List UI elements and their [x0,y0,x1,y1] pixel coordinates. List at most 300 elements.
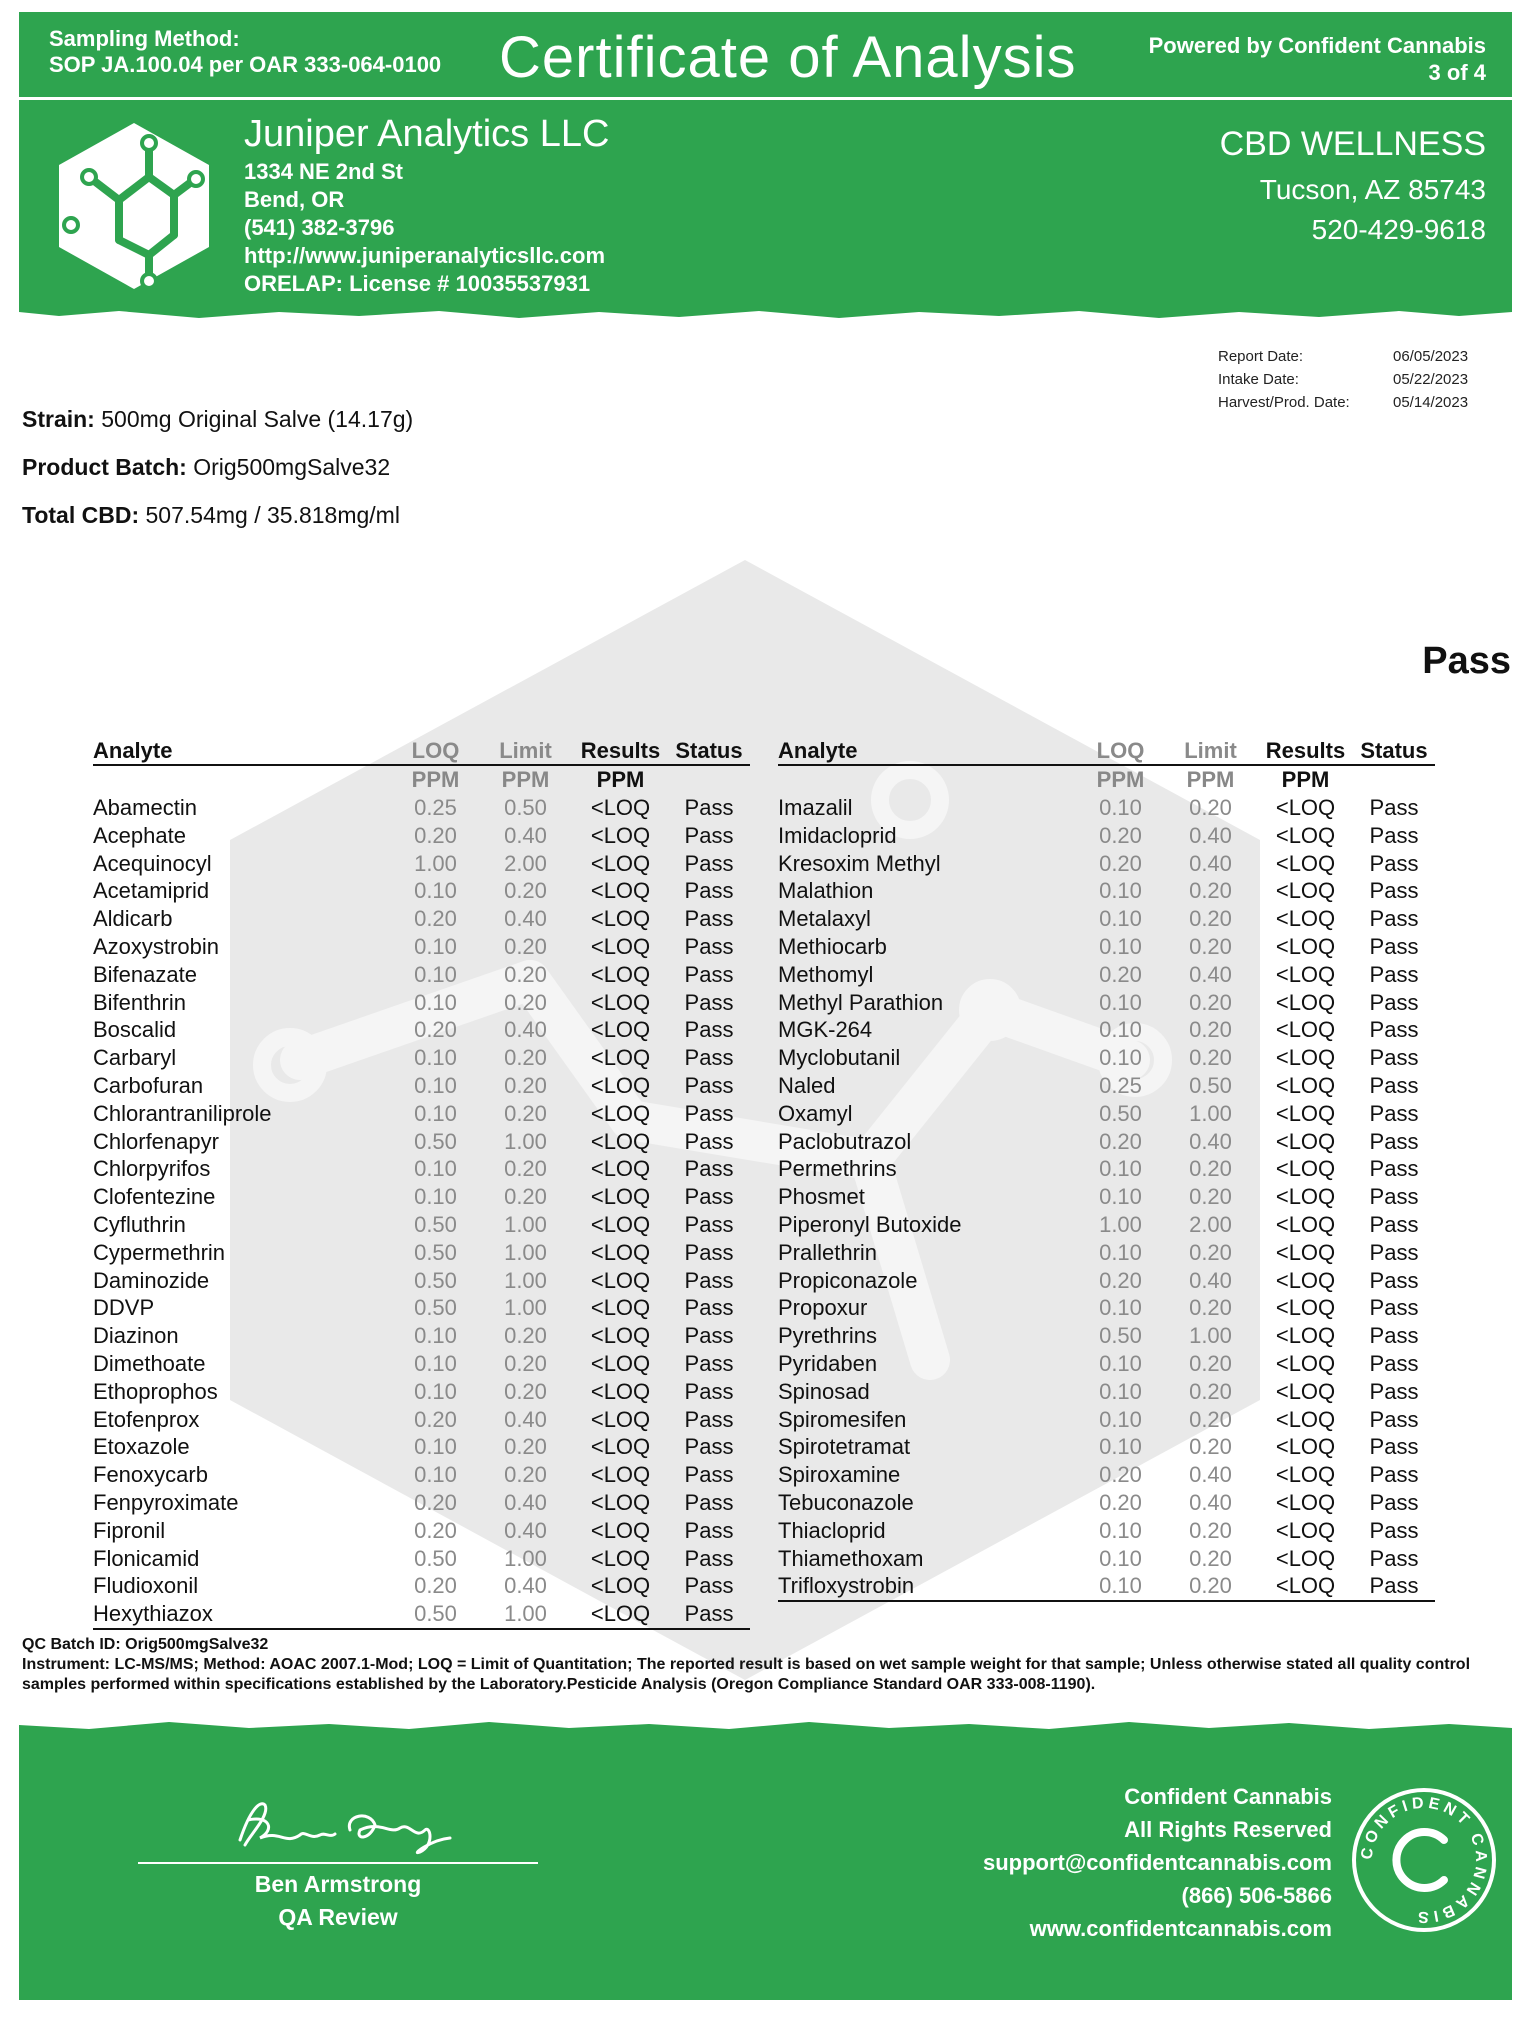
analyte-cell: Methiocarb [778,933,887,959]
limit-cell: 0.20 [504,1462,547,1488]
result-cell: <LOQ [1275,1128,1336,1154]
analyte-cell: Chlorantraniliprole [93,1100,272,1126]
header-band [19,100,1512,310]
seal-text: CONFIDENT CANNABIS [1358,1794,1490,1926]
status-cell: Pass [684,1128,734,1154]
result-cell: <LOQ [590,933,651,959]
analyte-cell: Fenpyroximate [93,1489,239,1515]
loq-cell: 0.50 [414,1239,457,1265]
analyte-cell: Pyridaben [778,1350,878,1376]
loq-header: LOQ [1078,738,1163,765]
loq-cell: 0.20 [414,1017,457,1043]
status-cell: Pass [1369,1295,1419,1321]
limit-cell: 0.20 [1189,989,1232,1015]
signature-line [138,1862,538,1864]
limit-cell: 0.20 [504,878,547,904]
table-row [778,877,1435,905]
loq-unit: PPM [411,767,460,793]
table-row [778,1489,1435,1517]
table-row [778,1211,1435,1239]
loq-cell: 0.10 [414,1100,457,1126]
analyte-cell: Etofenprox [93,1406,200,1432]
intake-date-row [1218,368,1468,391]
status-cell: Pass [684,961,734,987]
lab-website[interactable]: http://www.juniperanalyticsllc.com [244,243,606,268]
table-row [778,1267,1435,1295]
status-cell: Pass [1369,1239,1419,1265]
status-cell: Pass [1369,1267,1419,1293]
lab-address: 1334 NE 2nd St [244,159,403,184]
loq-cell: 0.10 [1099,1017,1142,1043]
table-row [778,1406,1435,1434]
analyte-cell: Prallethrin [778,1239,878,1265]
table-row [93,1294,750,1322]
analyte-cell: Fipronil [93,1517,166,1543]
reviewer [138,1868,538,1934]
limit-cell: 0.20 [1189,1545,1232,1571]
top-bar [19,12,1512,97]
result-cell: <LOQ [590,1517,651,1543]
limit-header: Limit [1163,738,1258,765]
table-row [93,961,750,989]
analyte-cell: Bifenazate [93,961,197,987]
loq-cell: 0.10 [1099,795,1142,820]
table-row [778,1044,1435,1072]
table-row [778,989,1435,1017]
limit-cell: 1.00 [504,1211,547,1237]
loq-cell: 0.10 [414,1072,457,1098]
status-cell: Pass [684,1323,734,1349]
analyte-cell: Etoxazole [93,1434,190,1460]
result-cell: <LOQ [590,1378,651,1404]
table-row [93,1239,750,1267]
batch-value: Orig500mgSalve32 [193,454,391,480]
loq-cell: 0.10 [1099,1434,1142,1460]
status-cell: Pass [1369,1323,1419,1349]
status-cell: Pass [1369,1156,1419,1182]
reviewer-name: Ben Armstrong [254,1871,422,1897]
status-cell: Pass [1369,1462,1419,1488]
table-row [778,1545,1435,1573]
table-row [93,1433,750,1461]
loq-cell: 0.10 [1078,1572,1163,1601]
result-cell: <LOQ [590,1545,651,1571]
product-info [22,395,413,539]
result-cell: <LOQ [590,1045,651,1071]
analyte-cell: Ethoprophos [93,1378,218,1404]
loq-cell: 0.10 [414,1045,457,1071]
analyte-cell: Piperonyl Butoxide [778,1211,962,1237]
result-cell: <LOQ [590,1350,651,1376]
table-row [93,1100,750,1128]
analyte-cell: Aldicarb [93,906,173,932]
table-row [93,1461,750,1489]
table-row [93,1517,750,1545]
status-cell: Pass [1369,1350,1419,1376]
status-header: Status [1353,738,1435,765]
result-cell: <LOQ [590,1489,651,1515]
result-cell: <LOQ [1275,1406,1336,1432]
status-cell: Pass [684,878,734,904]
table-row [778,1239,1435,1267]
loq-header: LOQ [393,738,478,765]
loq-cell: 0.10 [414,1323,457,1349]
date-value: 05/14/2023 [1393,394,1469,411]
result-cell: <LOQ [1275,878,1336,904]
status-cell: Pass [1369,961,1419,987]
table-row [778,1461,1435,1489]
table-row [93,989,750,1017]
table-row [93,1489,750,1517]
analyte-cell: Daminozide [93,1267,210,1293]
status-cell: Pass [684,1517,734,1543]
analyte-cell: Chlorpyrifos [93,1156,211,1182]
results-unit: PPM [1281,767,1330,793]
status-cell: Pass [684,1100,734,1126]
result-cell: <LOQ [1275,1378,1336,1404]
limit-cell: 1.00 [504,1239,547,1265]
method-notes [22,1635,1512,1695]
limit-cell: 0.20 [504,1350,547,1376]
cc-rights: All Rights Reserved [1124,1817,1332,1842]
limit-cell: 0.20 [1163,1572,1258,1601]
loq-cell: 0.50 [393,1600,478,1629]
loq-cell: 0.10 [1099,1378,1142,1404]
sampling-method [49,26,441,78]
status-cell: Pass [668,1600,750,1629]
status-cell: Pass [684,989,734,1015]
limit-cell: 0.40 [504,1573,547,1599]
reviewer-title: QA Review [278,1904,398,1930]
loq-cell: 0.10 [414,933,457,959]
analyte-cell: Propoxur [778,1295,868,1321]
table-row [778,933,1435,961]
table-row [93,1378,750,1406]
table-row [778,1433,1435,1461]
sampling-value: SOP JA.100.04 per OAR 333-064-0100 [49,52,442,77]
loq-cell: 0.10 [1099,1350,1142,1376]
analyte-cell: Acetamiprid [93,878,210,904]
analyte-cell: Phosmet [778,1184,865,1210]
status-cell: Pass [1369,1045,1419,1071]
results-body-left [93,765,750,1629]
result-cell: <LOQ [590,1100,651,1126]
powered-by [1149,32,1486,86]
results-header: Results [1258,738,1353,765]
status-cell: Pass [684,1072,734,1098]
loq-cell: 0.20 [1099,822,1142,848]
status-cell: Pass [684,1184,734,1210]
limit-cell: 0.40 [1189,1128,1232,1154]
loq-cell: 0.20 [1099,1489,1142,1515]
analyte-cell: Clofentezine [93,1184,216,1210]
analyte-cell: Chlorfenapyr [93,1128,219,1154]
result-cell: <LOQ [590,1462,651,1488]
limit-cell: 0.20 [1189,1045,1232,1071]
loq-cell: 0.10 [414,1462,457,1488]
limit-header: Limit [478,738,573,765]
loq-cell: 0.10 [1099,1545,1142,1571]
unit-spacer [1353,765,1435,794]
limit-cell: 0.20 [504,1434,547,1460]
date-label: Harvest/Prod. Date: [1218,394,1350,411]
loq-cell: 0.25 [414,795,457,820]
cbd-label: Total CBD: [22,502,140,528]
status-cell: Pass [684,1378,734,1404]
loq-cell: 0.10 [1099,1239,1142,1265]
limit-cell: 0.20 [1189,878,1232,904]
status-cell: Pass [1369,933,1419,959]
status-header: Status [668,738,750,765]
analyte-cell: Abamectin [93,795,197,820]
loq-cell: 0.10 [414,1156,457,1182]
loq-cell: 0.20 [1099,961,1142,987]
limit-cell: 0.40 [1189,961,1232,987]
loq-cell: 0.10 [1099,878,1142,904]
torn-edge [19,306,1512,320]
table-row [93,1016,750,1044]
status-cell: Pass [684,1045,734,1071]
status-cell: Pass [1369,1184,1419,1210]
analyte-cell: Imidacloprid [778,822,897,848]
loq-cell: 0.10 [1099,1184,1142,1210]
cc-name: Confident Cannabis [1124,1784,1332,1809]
table-row [93,1267,750,1295]
limit-cell: 0.20 [504,1156,547,1182]
analyte-cell: Paclobutrazol [778,1128,912,1154]
status-cell: Pass [1369,989,1419,1015]
loq-cell: 0.20 [1099,850,1142,876]
result-cell: <LOQ [1275,961,1336,987]
results-header: Results [573,738,668,765]
analyte-cell: Acephate [93,822,186,848]
cc-website[interactable]: www.confidentcannabis.com [1029,1916,1332,1941]
limit-cell: 0.40 [1189,1462,1232,1488]
table-row [93,1406,750,1434]
analyte-cell: Dimethoate [93,1350,206,1376]
table-row [93,1183,750,1211]
analyte-cell: Carbofuran [93,1072,204,1098]
loq-cell: 0.20 [414,822,457,848]
limit-cell: 1.00 [1189,1100,1232,1126]
status-cell: Pass [1369,1406,1419,1432]
status-cell: Pass [1369,878,1419,904]
status-cell: Pass [1369,1072,1419,1098]
analyte-cell: Fludioxonil [93,1573,199,1599]
batch-label: Product Batch: [22,454,187,480]
loq-cell: 0.50 [414,1295,457,1321]
table-row [93,1128,750,1156]
status-cell: Pass [684,795,734,820]
status-cell: Pass [1369,1378,1419,1404]
result-cell: <LOQ [590,1406,651,1432]
lab-phone: (541) 382-3796 [244,215,395,240]
table-row [778,1572,1435,1601]
analyte-cell: Acequinocyl [93,850,212,876]
limit-cell: 1.00 [504,1267,547,1293]
date-label: Intake Date: [1218,371,1299,388]
result-cell: <LOQ [1258,1572,1353,1601]
limit-cell: 0.40 [504,1517,547,1543]
table-row [93,1572,750,1600]
result-cell: <LOQ [1275,822,1336,848]
loq-cell: 0.10 [414,961,457,987]
loq-cell: 0.10 [414,878,457,904]
client-info [1220,118,1486,250]
analyte-cell: Tebuconazole [778,1489,914,1515]
table-row [778,905,1435,933]
cc-email[interactable]: support@confidentcannabis.com [982,1850,1332,1875]
loq-cell: 0.50 [414,1128,457,1154]
limit-cell: 0.20 [1189,1295,1232,1321]
loq-cell: 0.10 [414,1378,457,1404]
result-cell: <LOQ [1275,1350,1336,1376]
analyte-cell: Malathion [778,878,874,904]
table-header-row [93,738,750,765]
limit-cell: 0.20 [1189,1184,1232,1210]
limit-cell: 0.20 [504,1184,547,1210]
analyte-cell: Methyl Parathion [778,989,944,1015]
limit-cell: 0.20 [504,1100,547,1126]
loq-cell: 0.10 [414,989,457,1015]
limit-cell: 0.20 [504,961,547,987]
table-row [93,905,750,933]
status-cell: Pass [684,1156,734,1182]
limit-cell: 0.40 [1189,850,1232,876]
table-row [93,1072,750,1100]
status-cell: Pass [684,1350,734,1376]
loq-cell: 0.10 [414,1350,457,1376]
status-cell: Pass [684,1211,734,1237]
status-cell: Pass [1369,1517,1419,1543]
strain-value: 500mg Original Salve (14.17g) [101,406,414,432]
status-cell: Pass [1369,1128,1419,1154]
loq-cell: 0.50 [414,1267,457,1293]
result-cell: <LOQ [1275,933,1336,959]
analyte-cell: Permethrins [778,1156,897,1182]
table-row [778,1155,1435,1183]
limit-cell: 0.20 [504,1072,547,1098]
limit-cell: 0.20 [1189,1517,1232,1543]
status-cell: Pass [1369,1434,1419,1460]
lab-city: Bend, OR [244,187,345,212]
table-row [93,1545,750,1573]
analyte-cell: Trifloxystrobin [778,1572,1078,1601]
result-cell: <LOQ [1275,1045,1336,1071]
loq-cell: 0.20 [414,906,457,932]
date-label: Report Date: [1218,348,1304,365]
analyte-cell: Naled [778,1072,836,1098]
results-unit: PPM [596,767,645,793]
lab-license: ORELAP: License # 10035537931 [244,271,591,296]
table-row [778,822,1435,850]
analyte-header: Analyte [778,738,1078,765]
limit-cell: 0.20 [1189,795,1232,820]
loq-cell: 0.10 [1099,906,1142,932]
date-value: 06/05/2023 [1393,348,1469,365]
analyte-cell: Boscalid [93,1017,177,1043]
analyte-cell: Cypermethrin [93,1239,226,1265]
analyte-cell: Thiacloprid [778,1517,886,1543]
loq-cell: 0.10 [414,1184,457,1210]
loq-cell: 0.20 [414,1517,457,1543]
result-cell: <LOQ [590,1072,651,1098]
result-cell: <LOQ [1275,1017,1336,1043]
table-row [778,1100,1435,1128]
signature-image [230,1790,460,1860]
result-cell: <LOQ [590,878,651,904]
result-cell: <LOQ [590,989,651,1015]
svg-text:CONFIDENT CANNABIS [1359,1795,1490,1926]
status-cell: Pass [1369,1100,1419,1126]
result-cell: <LOQ [590,1323,651,1349]
loq-cell: 0.20 [1099,1128,1142,1154]
loq-cell: 0.20 [1099,1267,1142,1293]
result-cell: <LOQ [1275,1156,1336,1182]
result-cell: <LOQ [1275,989,1336,1015]
table-row [778,850,1435,878]
limit-cell: 0.20 [1189,1156,1232,1182]
table-row [778,1378,1435,1406]
table-row [93,1600,750,1629]
analyte-cell: Spirotetramat [778,1434,911,1460]
status-cell: Pass [684,850,734,876]
limit-unit: PPM [501,767,550,793]
analyte-cell: Thiamethoxam [778,1545,924,1571]
status-cell: Pass [684,1434,734,1460]
result-cell: <LOQ [590,1211,651,1237]
limit-cell: 0.20 [504,933,547,959]
analyte-header: Analyte [93,738,393,765]
status-cell: Pass [684,933,734,959]
limit-cell: 1.00 [504,1128,547,1154]
limit-cell: 0.20 [504,1323,547,1349]
status-cell: Pass [1369,906,1419,932]
analyte-cell: Myclobutanil [778,1045,901,1071]
result-cell: <LOQ [1275,1239,1336,1265]
result-cell: <LOQ [1275,1517,1336,1543]
loq-cell: 0.50 [414,1545,457,1571]
result-cell: <LOQ [1275,1462,1336,1488]
unit-row [93,765,750,794]
limit-cell: 0.40 [504,1406,547,1432]
analyte-cell: Spinosad [778,1378,870,1404]
loq-cell: 0.10 [1099,1045,1142,1071]
limit-cell: 0.20 [504,1045,547,1071]
result-cell: <LOQ [1275,850,1336,876]
status-cell: Pass [684,1489,734,1515]
unit-spacer [778,765,1078,794]
status-cell: Pass [684,1267,734,1293]
molecule-hexagon-icon [49,115,219,295]
table-header-row [778,738,1435,765]
results-table-left [93,738,750,1630]
limit-cell: 2.00 [504,850,547,876]
limit-cell: 0.50 [1189,1072,1232,1098]
strain-label: Strain: [22,406,95,432]
limit-cell: 1.00 [478,1600,573,1629]
analyte-cell: Fenoxycarb [93,1462,208,1488]
loq-cell: 0.20 [414,1573,457,1599]
loq-cell: 0.10 [1099,1295,1142,1321]
result-cell: <LOQ [590,795,651,820]
loq-cell: 1.00 [414,850,457,876]
limit-cell: 0.20 [504,1378,547,1404]
status-cell: Pass [684,1406,734,1432]
limit-cell: 0.50 [504,795,547,820]
cbd-row [22,491,413,539]
limit-cell: 0.20 [1189,1378,1232,1404]
